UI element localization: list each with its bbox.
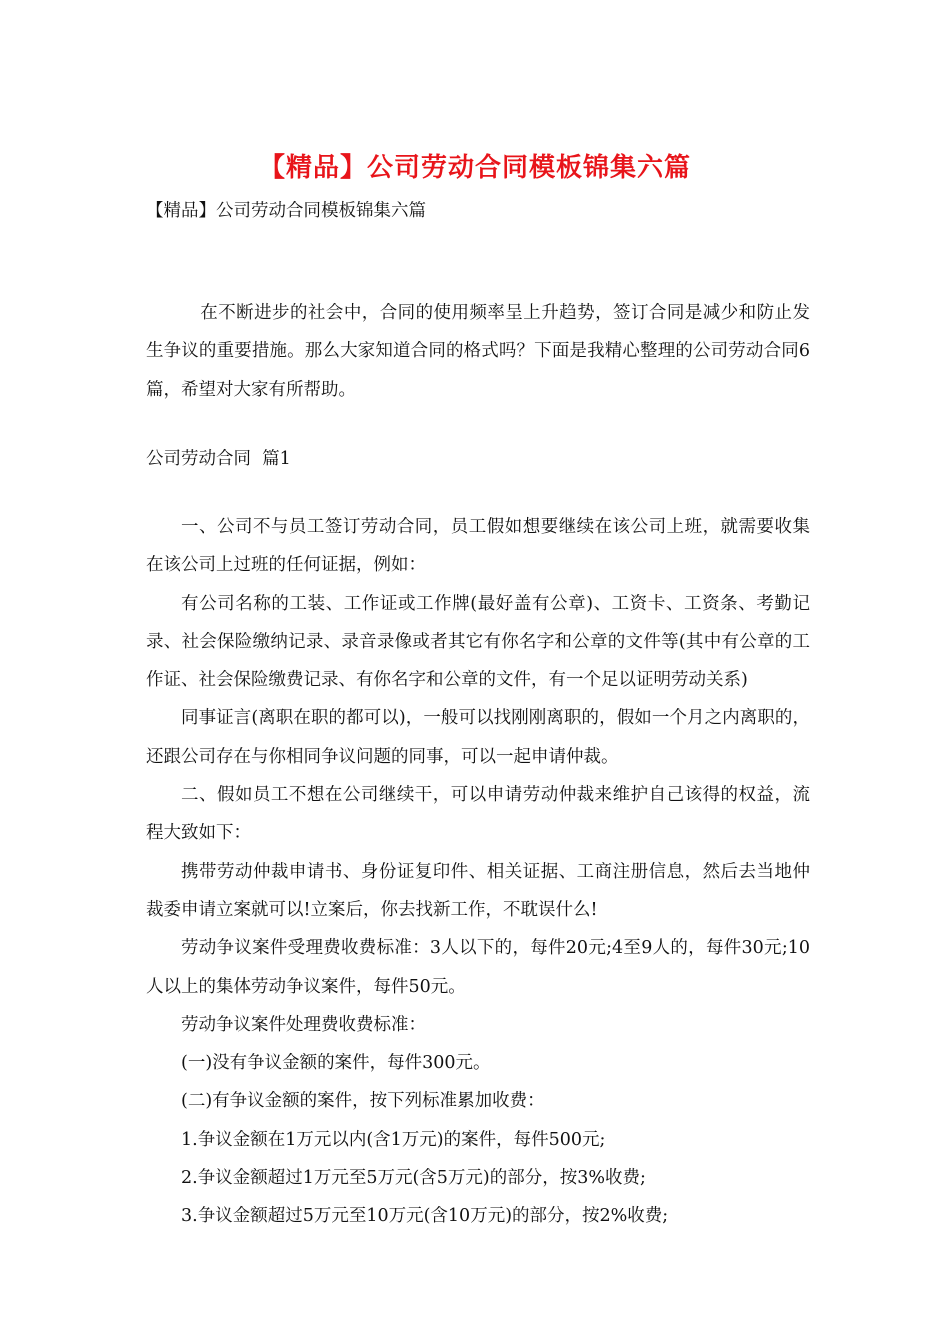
paragraph: 劳动争议案件受理费收费标准：3人以下的，每件20元;4至9人的，每件30元;10人以上的集体劳动争议案件，每件50元。 (146, 938, 810, 997)
document-title: 【精品】公司劳动合同模板锦集六篇 (258, 153, 691, 183)
paragraph: 携带劳动仲裁申请书、身份证复印件、相关证据、工商注册信息，然后去当地仲裁委申请立案就可以!立案后，你去找新工作，不耽误什么! (146, 861, 810, 920)
paragraph: 同事证言(离职在职的都可以)，一般可以找刚刚离职的，假如一个月之内离职的，还跟公司存在与你相同争议问题的同事，可以一起申请仲裁。 (146, 708, 810, 767)
paragraph: (二)有争议金额的案件，按下列标准累加收费： (181, 1091, 545, 1112)
paragraph: (一)没有争议金额的案件，每件300元。 (181, 1053, 491, 1074)
paragraph: 一、公司不与员工签订劳动合同，员工假如想要继续在该公司上班，就需要收集在该公司上过班的任何证据，例如： (146, 517, 810, 576)
document-subtitle: 【精品】公司劳动合同模板锦集六篇 (146, 201, 426, 221)
paragraph: 有公司名称的工装、工作证或工作牌(最好盖有公章)、工资卡、工资条、考勤记录、社会保险缴纳记录、录音录像或者其它有你名字和公章的文件等(其中有公章的工作证、社会保险缴费记录、有你名字和公章的文件，有一个足以证明劳动关系) (146, 593, 810, 691)
paragraph: 2.争议金额超过1万元至5万元(含5万元)的部分，按3%收费; (181, 1168, 646, 1189)
paragraph: 劳动争议案件处理费收费标准： (181, 1014, 426, 1035)
content-block (146, 508, 810, 1236)
paragraph: 二、假如员工不想在公司继续干，可以申请劳动仲裁来维护自己该得的权益，流程大致如下： (146, 785, 810, 844)
intro-block (146, 294, 810, 409)
section-heading: 公司劳动合同 篇1 (146, 449, 291, 469)
intro-paragraph: 在不断进步的社会中，合同的使用频率呈上升趋势，签订合同是减少和防止发生争议的重要措施。那么大家知道合同的格式吗？下面是我精心整理的公司劳动合同6篇，希望对大家有所帮助。 (146, 303, 810, 400)
paragraph: 1.争议金额在1万元以内(含1万元)的案件，每件500元; (181, 1129, 606, 1150)
paragraph: 3.争议金额超过5万元至10万元(含10万元)的部分，按2%收费; (181, 1206, 669, 1227)
